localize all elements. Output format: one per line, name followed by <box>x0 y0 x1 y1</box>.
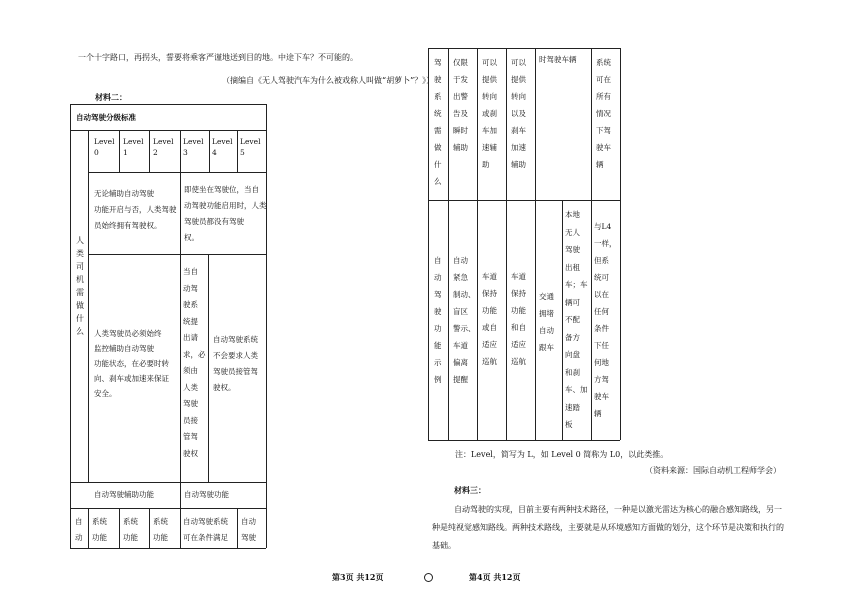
row3-right-cell: 自动驾驶功能 <box>184 490 229 499</box>
r1-cell-5: 系统 可在 所有 情况 下驾 驶车 辆 <box>596 58 611 169</box>
paragraph-line-3: 基础。 <box>432 541 456 550</box>
row3-left-cell: 自动驾驶辅助功能 <box>94 490 154 499</box>
r2-cell-4b: 本地 无人 驾驶 出租 车；车 辆可 不配 备方 向盘 和刹 车、加 速踏 板 <box>565 210 588 429</box>
row-header-human-driver: 人 类 司 机 需 做 什 么 <box>76 236 84 336</box>
r2-cell-1: 自动 紧急 制动、 盲区 警示、 车道 偏离 提醒 <box>453 256 476 384</box>
right-page-number: 第4页 共12页 <box>469 572 521 582</box>
r1-cell-1: 仅限 于发 出警 告及 瞬时 辅助 <box>453 58 468 152</box>
data-source: （资料来源：国际自动机工程师学会） <box>645 466 781 475</box>
level-3-header: Level 3 <box>183 137 204 157</box>
row4-cell-4: 自动驾驶系统 可在条件满足 <box>183 517 228 542</box>
paragraph-line-2: 种是纯视觉感知路线。两种技术路线，主要就是从环境感知方面做的划分，这个环节是决策和执行的 <box>432 523 784 532</box>
r2-cell-5: 与L4 一样， 但系 统可 以在 任何 条件 下任 何地 方驾 驶车 辆 <box>594 222 617 418</box>
level-note: 注：Level，简写为 L，如 Level 0 简称为 L0，以此类推。 <box>455 450 669 459</box>
level-1-header: Level 1 <box>123 137 144 157</box>
row2-mid-cell: 当自 动驾 驶系 统提 出请 求，必 须由 人类 驾驶 员接 管驾 驶权 <box>183 267 206 458</box>
level-2-header: Level 2 <box>153 137 174 157</box>
row1-left-cell: 无论辅助自动驾驶 功能开启与否，人类驾驶 员始终拥有驾驶权。 <box>94 189 177 230</box>
r1-cell-4: 时驾驶车辆 <box>539 55 577 64</box>
material-three-label: 材料三： <box>454 485 486 495</box>
r1-cell-3: 可以 提供 转向 以及 刹车 加速 辅助 <box>511 58 526 169</box>
row1-right-cell: 即使坐在驾驶位，当自 动驾驶功能启用时，人类 驾驶员都没有驾驶 权。 <box>184 185 267 242</box>
r2-cell-4a: 交通 拥堵 自动 跟车 <box>539 292 554 352</box>
row4-head-cell: 自 动 <box>75 517 83 542</box>
r2-head-cell: 自 动 驾 驶 功 能 示 例 <box>434 256 442 384</box>
level-0-header: Level 0 <box>94 137 115 157</box>
source-line: （摘编自《无人驾驶汽车为什么被戏称人叫做“胡萝卜”？》） <box>222 76 435 85</box>
paragraph-line-1: 自动驾驶的实现，目前主要有两种技术路径，一种是以激光雷达为核心的融合感知路线，另一 <box>454 505 782 514</box>
row4-cell-2: 系统 功能 <box>123 517 138 542</box>
left-page-number: 第3页 共12页 <box>332 572 384 582</box>
row2-left-cell: 人类驾驶员必须始终 监控辅助自动驾驶 功能状态，在必要时转 向、刹车或加速来保证 安全。 <box>94 329 169 398</box>
row4-cell-5: 自动 驾驶 <box>241 517 256 542</box>
grading-table-continued <box>428 48 620 440</box>
table-title: 自动驾驶分级标准 <box>76 113 136 122</box>
level-5-header: Level 5 <box>240 137 261 157</box>
row4-cell-3: 系统 功能 <box>153 517 168 542</box>
binding-hole-icon <box>424 573 433 582</box>
r2-cell-3: 车道 保持 功能 和自 适应 巡航 <box>511 272 526 366</box>
r1-cell-2: 可以 提供 转向 或刹 车加 速辅 助 <box>482 58 497 169</box>
r2-cell-2: 车道 保持 功能 或自 适应 巡航 <box>482 272 497 366</box>
intro-line: 一个十字路口，再拐头，誓要将乘客严谨地送到目的地。中途下车？不可能的。 <box>78 53 358 62</box>
r1-head-cell: 驾 驶 系 统 需 做 什 么 <box>434 58 442 186</box>
grading-table <box>70 104 266 548</box>
row4-cell-1: 系统 功能 <box>92 517 107 542</box>
material-two-label: 材料二： <box>95 92 127 102</box>
row2-right-cell: 自动驾驶系统 不会要求人类 驾驶员接管驾 驶权。 <box>213 335 258 392</box>
level-4-header: Level 4 <box>212 137 233 157</box>
